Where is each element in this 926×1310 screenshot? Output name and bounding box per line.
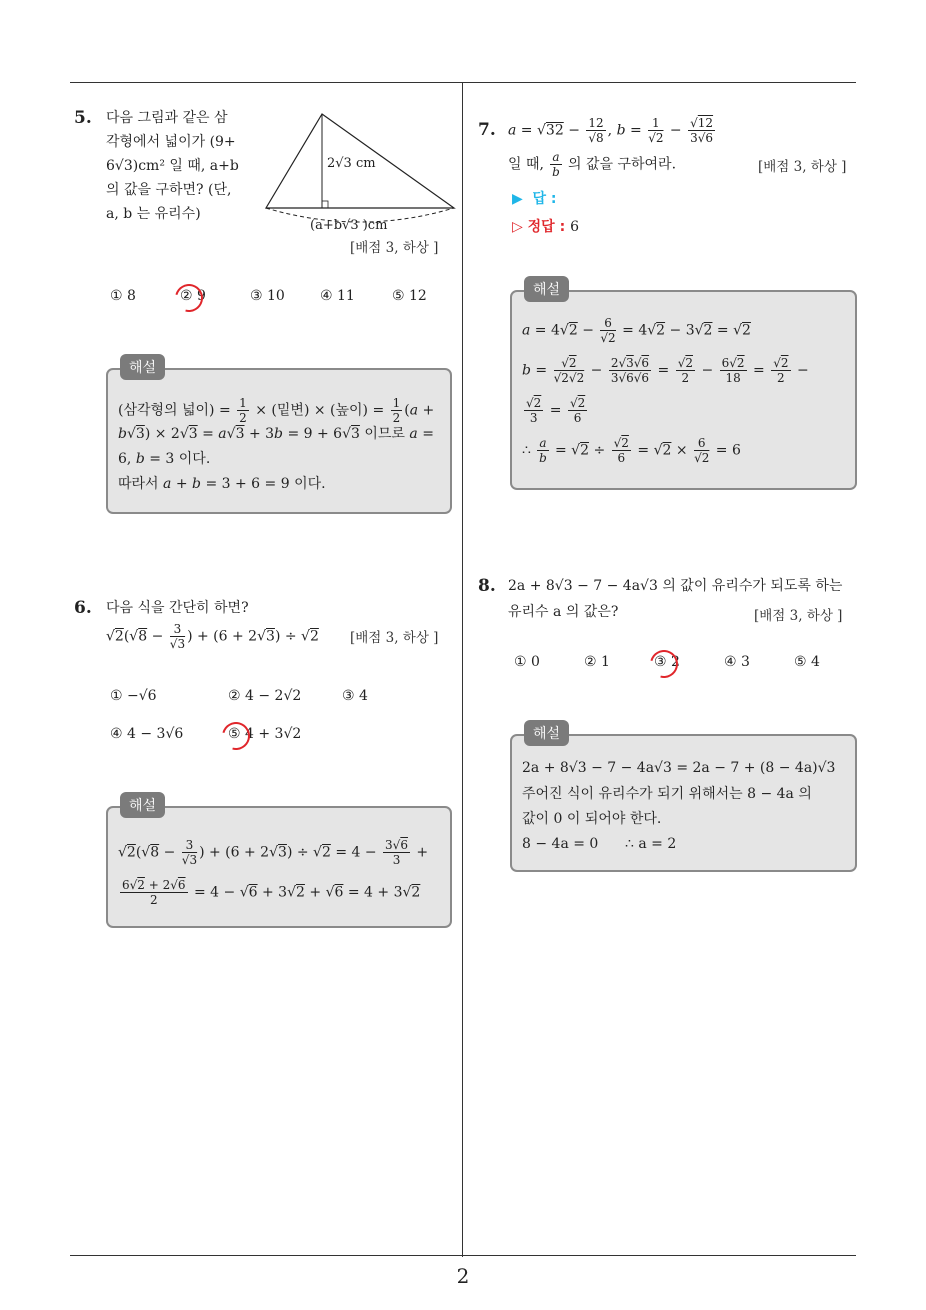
- q5-choice-1[interactable]: ① 8: [110, 288, 136, 304]
- q8-sol-line2: 주어진 식이 유리수가 되기 위해서는 8 − 4a 의: [522, 786, 812, 802]
- play-arrow-icon: ▶: [512, 191, 523, 207]
- q6-choice-5[interactable]: ⑤ 4 + 3√2: [228, 726, 302, 742]
- q5-choice-4[interactable]: ④ 11: [320, 288, 355, 304]
- q8-points: [배점 3, 하상 ]: [754, 608, 843, 624]
- q8-answer-mark: [645, 645, 683, 683]
- top-rule: [70, 82, 856, 83]
- q6-text-line1: 다음 식을 간단히 하면?: [106, 600, 249, 616]
- q7-text-line2: 일 때, $\frac{a}{b}$ 의 값을 구하여라.: [508, 150, 677, 179]
- q5-choice-3[interactable]: ③ 10: [250, 288, 285, 304]
- q8-solution-tag: 해설: [524, 720, 569, 746]
- q8-sol-line4: 8 − 4a = 0 ∴ a = 2: [522, 836, 677, 852]
- q7-number: 7.: [478, 120, 496, 140]
- q6-answer-mark: [217, 717, 255, 755]
- q6-text-line2: √2(√8 − $\frac{3}{√3}$ ) + (6 + 2√3) ÷ √2: [106, 622, 319, 651]
- outline-arrow-icon: ▷: [512, 219, 523, 235]
- q7-text-line1: a = √32 − $\frac{12}{√8}$ , b = $\frac{1}{√2}$ − $\frac{√12}{3√6}$: [508, 116, 714, 145]
- q6-sol-line2: $\frac{6√2 + 2√6}{2}$ = 4 − √6 + 3√2 + √6 = 4 + 3√2: [122, 878, 421, 907]
- q8-choice-2[interactable]: ② 1: [584, 654, 610, 670]
- q6-choice-3[interactable]: ③ 4: [342, 688, 368, 704]
- q6-choice-4[interactable]: ④ 4 − 3√6: [110, 726, 184, 742]
- q7-solution-tag: 해설: [524, 276, 569, 302]
- bottom-rule: [70, 1255, 856, 1256]
- q7-points: [배점 3, 하상 ]: [758, 159, 847, 175]
- q7-sol-line2: b = $\frac{√2}{√2√2}$ − $\frac{2√3√6}{3√6√6}$ = $\frac{√2}{2}$ − $\frac{6√2}{18}$ = $\frac{√2}{2}$ −: [522, 356, 809, 385]
- q5-fig-height-label: 2√3 cm: [327, 156, 376, 171]
- q7-correct-value: 6: [570, 219, 579, 235]
- q6-solution-box: [106, 798, 452, 928]
- column-divider: [462, 82, 463, 1257]
- q5-sol-line3: 6, b = 3 이다.: [118, 451, 211, 467]
- q5-solution-tag: 해설: [120, 354, 165, 380]
- q8-text-line1: 2a + 8√3 − 7 − 4a√3 의 값이 유리수가 되도록 하는: [508, 578, 843, 594]
- q7-sol-line3: $\frac{√2}{3}$ = $\frac{√2}{6}$: [526, 396, 586, 425]
- q5-choice-2[interactable]: ② 9: [180, 288, 206, 304]
- q5-text: 다음 그림과 같은 삼 각형에서 넓이가 (9+ 6√3)cm² 일 때, a+b 의 값을 구하면? (단, a, b 는 유리수): [106, 110, 239, 222]
- q8-choice-1[interactable]: ① 0: [514, 654, 540, 670]
- page-number: 2: [456, 1264, 470, 1288]
- q8-choice-3[interactable]: ③ 2: [654, 654, 680, 670]
- q5-sol-line1: (삼각형의 넓이) = $\frac{1}{2}$ × (밑변) × (높이) = $\frac{1}{2}$ (a +: [118, 396, 435, 425]
- q5-fig-base-label: (a+b√3 )cm: [310, 218, 388, 233]
- q6-points: [배점 3, 하상 ]: [350, 630, 439, 646]
- q5-number: 5.: [74, 108, 92, 128]
- q8-choice-4[interactable]: ④ 3: [724, 654, 750, 670]
- q8-sol-line3: 값이 0 이 되어야 한다.: [522, 811, 662, 827]
- q6-number: 6.: [74, 598, 92, 618]
- q5-answer-mark: [170, 279, 208, 317]
- q7-answer-row: ▶ 답 :: [512, 191, 557, 207]
- q6-sol-line1: √2(√8 − $\frac{3}{√3}$ ) + (6 + 2√3) ÷ √2 = 4 − $\frac{3√6}{3}$ +: [118, 838, 429, 867]
- q7-sol-line4: ∴ $\frac{a}{b}$ = √2 ÷ $\frac{√2}{6}$ = √2 × $\frac{6}{√2}$ = 6: [522, 436, 741, 465]
- q6-choice-2[interactable]: ② 4 − 2√2: [228, 688, 302, 704]
- q5-choice-5[interactable]: ⑤ 12: [392, 288, 427, 304]
- q8-text-line2: 유리수 a 의 값은?: [508, 604, 619, 620]
- q6-solution-tag: 해설: [120, 792, 165, 818]
- q8-choice-5[interactable]: ⑤ 4: [794, 654, 820, 670]
- q8-number: 8.: [478, 576, 496, 596]
- q6-choice-1[interactable]: ① −√6: [110, 688, 157, 704]
- q5-points: [배점 3, 하상 ]: [350, 240, 439, 256]
- q5-sol-line2: b√3) × 2√3 = a√3 + 3b = 9 + 6√3 이므로 a =: [118, 426, 434, 442]
- q8-sol-line1: 2a + 8√3 − 7 − 4a√3 = 2a − 7 + (8 − 4a)√3: [522, 760, 836, 776]
- q7-correct-row: ▷ 정답 : 6: [512, 219, 579, 235]
- q5-sol-line4: 따라서 a + b = 3 + 6 = 9 이다.: [118, 476, 326, 492]
- q7-sol-line1: a = 4√2 − $\frac{6}{√2}$ = 4√2 − 3√2 = √2: [522, 316, 751, 345]
